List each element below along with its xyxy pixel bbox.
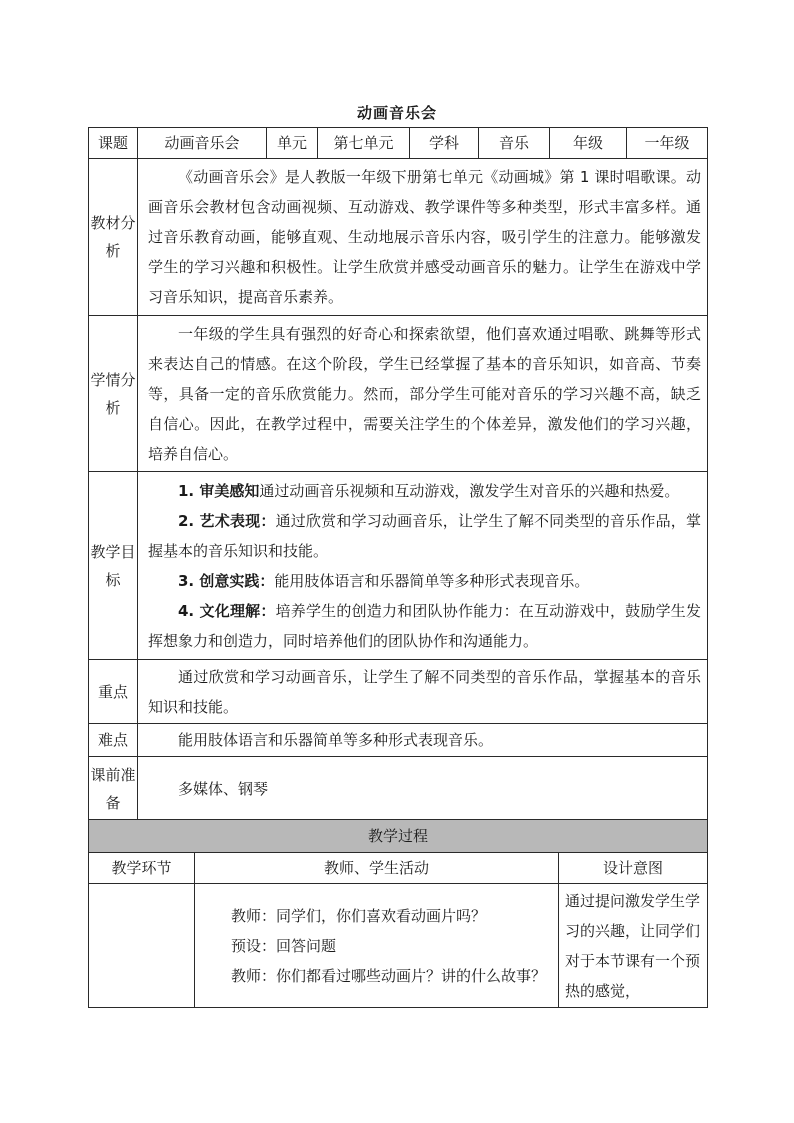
prep-label: 课前准备 [89, 757, 138, 821]
discipline-label: 学科 [410, 128, 479, 159]
material-row [89, 159, 708, 316]
key-cell [138, 660, 708, 724]
key-row [89, 660, 708, 724]
unit-label: 单元 [267, 128, 318, 159]
process-table [88, 819, 708, 1008]
activity-line: 教师：同学们，你们喜欢看动画片吗？ [231, 906, 487, 925]
goal-item [148, 566, 701, 596]
key-text: 通过欣赏和学习动画音乐，让学生了解不同类型的音乐作品，掌握基本的音乐知识和技能。 [148, 667, 701, 716]
subject-value: 动画音乐会 [138, 128, 267, 159]
prep-cell [138, 757, 708, 821]
subject-label: 课题 [89, 128, 138, 159]
goal-title: 1. 审美感知 [178, 481, 260, 500]
goal-item [148, 506, 701, 566]
process-row [89, 884, 708, 1008]
students-cell [138, 316, 708, 472]
difficulty-text: 能用肢体语言和乐器简单等多种形式表现音乐。 [178, 731, 494, 749]
unit-value: 第七单元 [318, 128, 410, 159]
prep-row [89, 757, 708, 821]
activity-header: 教师、学生活动 [195, 853, 559, 884]
goals-row [89, 472, 708, 660]
goals-label: 教学目标 [89, 472, 138, 660]
students-label: 学情分析 [89, 316, 138, 472]
header-row [89, 128, 708, 159]
goal-title: 2. 艺术表现： [178, 511, 276, 530]
process-title: 教学过程 [89, 820, 708, 853]
goal-text: 能用肢体语言和乐器简单等多种形式表现音乐。 [274, 571, 590, 590]
process-title-row [89, 820, 708, 853]
document-title: 动画音乐会 [356, 104, 437, 122]
grade-value: 一年级 [627, 128, 708, 159]
activity-line: 教师：你们都看过哪些动画片？讲的什么故事？ [231, 966, 547, 985]
prep-text: 多媒体、钢琴 [178, 779, 269, 798]
material-cell [138, 159, 708, 316]
process-header-row [89, 853, 708, 884]
goal-title: 3. 创意实践： [178, 571, 275, 590]
grade-label: 年级 [550, 128, 627, 159]
goal-text: 通过动画音乐视频和互动游戏，激发学生对音乐的兴趣和热爱。 [259, 481, 680, 500]
stage-header: 教学环节 [89, 853, 195, 884]
activity-line: 预设：回答问题 [231, 936, 337, 955]
goal-title: 4. 文化理解： [178, 601, 276, 620]
intent-header: 设计意图 [559, 853, 708, 884]
discipline-value: 音乐 [479, 128, 550, 159]
goal-text: 通过欣赏和学习动画音乐，让学生了解不同类型的音乐作品，掌握基本的音乐知识和技能。 [148, 511, 701, 560]
students-row [89, 316, 708, 472]
key-label: 重点 [89, 660, 138, 724]
difficulty-row [89, 724, 708, 757]
lesson-info-table [88, 127, 708, 821]
material-label: 教材分析 [89, 159, 138, 316]
goals-cell [138, 472, 708, 660]
students-text: 一年级的学生具有强烈的好奇心和探索欲望，他们喜欢通过唱歌、跳舞等形式来表达自己的情感。在这个阶段，学生已经掌握了基本的音乐知识，如音高、节奏等，具备一定的音乐欣赏能力。然而，部分学生可能对音乐的学习兴趣不高，缺乏自信心。因此，在教学过程中，需要关注学生的个体差异，激发他们的学习兴趣，培养自信心。 [148, 324, 701, 463]
difficulty-cell [138, 724, 708, 757]
goal-item [148, 596, 701, 656]
stage-cell [89, 884, 195, 1008]
intent-cell: 通过提问激发学生学习的兴趣，让同学们对于本节课有一个预热的感觉， [559, 884, 708, 1008]
goal-item [148, 476, 701, 506]
activity-cell [195, 884, 559, 1008]
material-text: 《动画音乐会》是人教版一年级下册第七单元《动画城》第 1 课时唱歌课。动画音乐会教材包含动画视频、互动游戏、教学课件等多种类型，形式丰富多样。通过音乐教育动画，能够直观、生动地展示音乐内容，吸引学生的注意力。能够激发学生的学习兴趣和积极性。让学生欣赏并感受动画音乐的魅力。让学生在游戏中学习音乐知识，提高音乐素养。 [148, 168, 701, 306]
goal-text: 培养学生的创造力和团队协作能力：在互动游戏中，鼓励学生发挥想象力和创造力，同时培养他们的团队协作和沟通能力。 [148, 601, 701, 650]
difficulty-label: 难点 [89, 724, 138, 757]
